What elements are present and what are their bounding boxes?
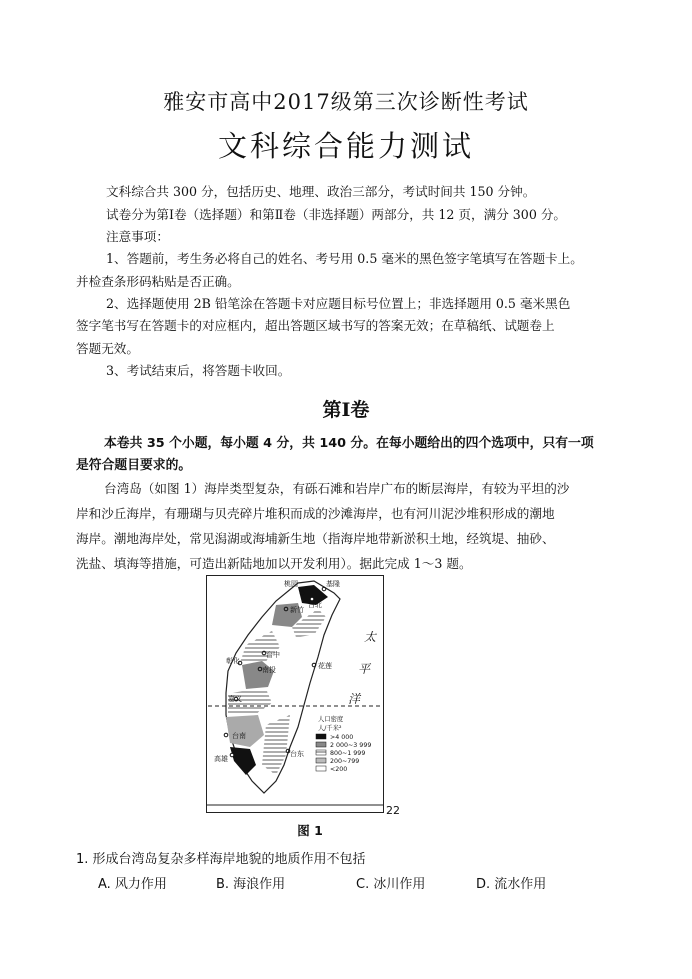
- city-label: 嘉义: [228, 695, 242, 703]
- legend-unit: 人/千米²: [318, 725, 342, 732]
- passage-line: 海岸。潮地海岸处，常见潟湖或海埔新生地（指海岸地带新淤积土地，经筑堤、抽砂、: [76, 531, 555, 546]
- city-label: 桃园: [284, 580, 298, 588]
- section-instruction: 本卷共 35 个小题，每小题 4 分，共 140 分。在每小题给出的四个选项中，只有一项: [104, 436, 594, 451]
- city-label: 台南: [232, 732, 246, 740]
- legend-item: 800~1 999: [330, 750, 366, 757]
- city-label: 花莲: [318, 662, 332, 670]
- passage-line: 洗盐、填海等措施，可造出新陆地加以开发利用）。据此完成 1～3 题。: [76, 556, 472, 571]
- intro-line: 2、选择题使用 2B 铅笔涂在答题卡对应题目标号位置上；非选择题用 0.5 毫米黑色: [106, 296, 571, 311]
- option-d[interactable]: D. 流水作用: [476, 877, 547, 892]
- intro-line: 1、答题前，考生务必将自己的姓名、考号用 0.5 毫米的黑色签字笔填写在答题卡上。: [106, 251, 583, 266]
- option-c[interactable]: C. 冰川作用: [356, 877, 426, 892]
- city-label: 新竹: [290, 606, 304, 614]
- city-label: 高雄: [214, 755, 228, 763]
- intro-line: 答题无效。: [76, 341, 139, 356]
- notes-heading: 注意事项：: [106, 229, 169, 244]
- section-title: 第Ⅰ卷: [322, 399, 370, 421]
- city-label: 台东: [290, 750, 304, 758]
- section-instruction: 是符合题目要求的。: [76, 458, 192, 473]
- ocean-label: 太: [364, 630, 377, 644]
- city-label: 台北: [308, 601, 322, 609]
- intro-line: 签字笔书写在答题卡的对应框内，超出答题区域书写的答案无效；在草稿纸、试题卷上: [76, 318, 555, 333]
- passage-line: 岸和沙丘海岸，有珊瑚与贝壳碎片堆积而成的沙滩海岸，也有河川泥沙堆积形成的潮地: [76, 506, 555, 521]
- legend-item: <200: [330, 766, 348, 773]
- legend-item: >4 000: [330, 734, 354, 741]
- subject-title: 文科综合能力测试: [217, 129, 474, 163]
- legend-title: 人口密度: [318, 716, 344, 723]
- ocean-label: 洋: [348, 692, 361, 706]
- city-label: 南投: [262, 666, 276, 674]
- passage-line: 台湾岛（如图 1）海岸类型复杂，有砾石滩和岩岸广布的断层海岸，有较为平坦的沙: [104, 481, 570, 496]
- intro-line: 并检查条形码粘贴是否正确。: [76, 274, 240, 289]
- ocean-label: 平: [358, 662, 371, 676]
- city-label: 彰化: [226, 657, 240, 665]
- legend-item: 200~799: [330, 758, 360, 765]
- figure-caption: 图 1: [297, 823, 323, 838]
- option-b[interactable]: B. 海浪作用: [216, 877, 286, 892]
- city-label: 台中: [266, 651, 280, 659]
- latitude-label: 22: [386, 804, 400, 817]
- taiwan-population-map: [206, 575, 384, 813]
- legend-item: 2 000~3 999: [330, 742, 372, 749]
- intro-line: 文科综合共 300 分，包括历史、地理、政治三部分，考试时间共 150 分钟。: [106, 184, 536, 199]
- intro-line: 3、考试结束后，将答题卡收回。: [106, 363, 291, 378]
- intro-line: 试卷分为第Ⅰ卷（选择题）和第Ⅱ卷（非选择题）两部分，共 12 页，满分 300 分。: [106, 207, 567, 222]
- city-label: 基隆: [326, 580, 340, 588]
- exam-title: 雅安市高中2017级第三次诊断性考试: [163, 90, 529, 114]
- option-a[interactable]: A. 风力作用: [98, 877, 167, 892]
- question-text: 1. 形成台湾岛复杂多样海岸地貌的地质作用不包括: [76, 852, 366, 867]
